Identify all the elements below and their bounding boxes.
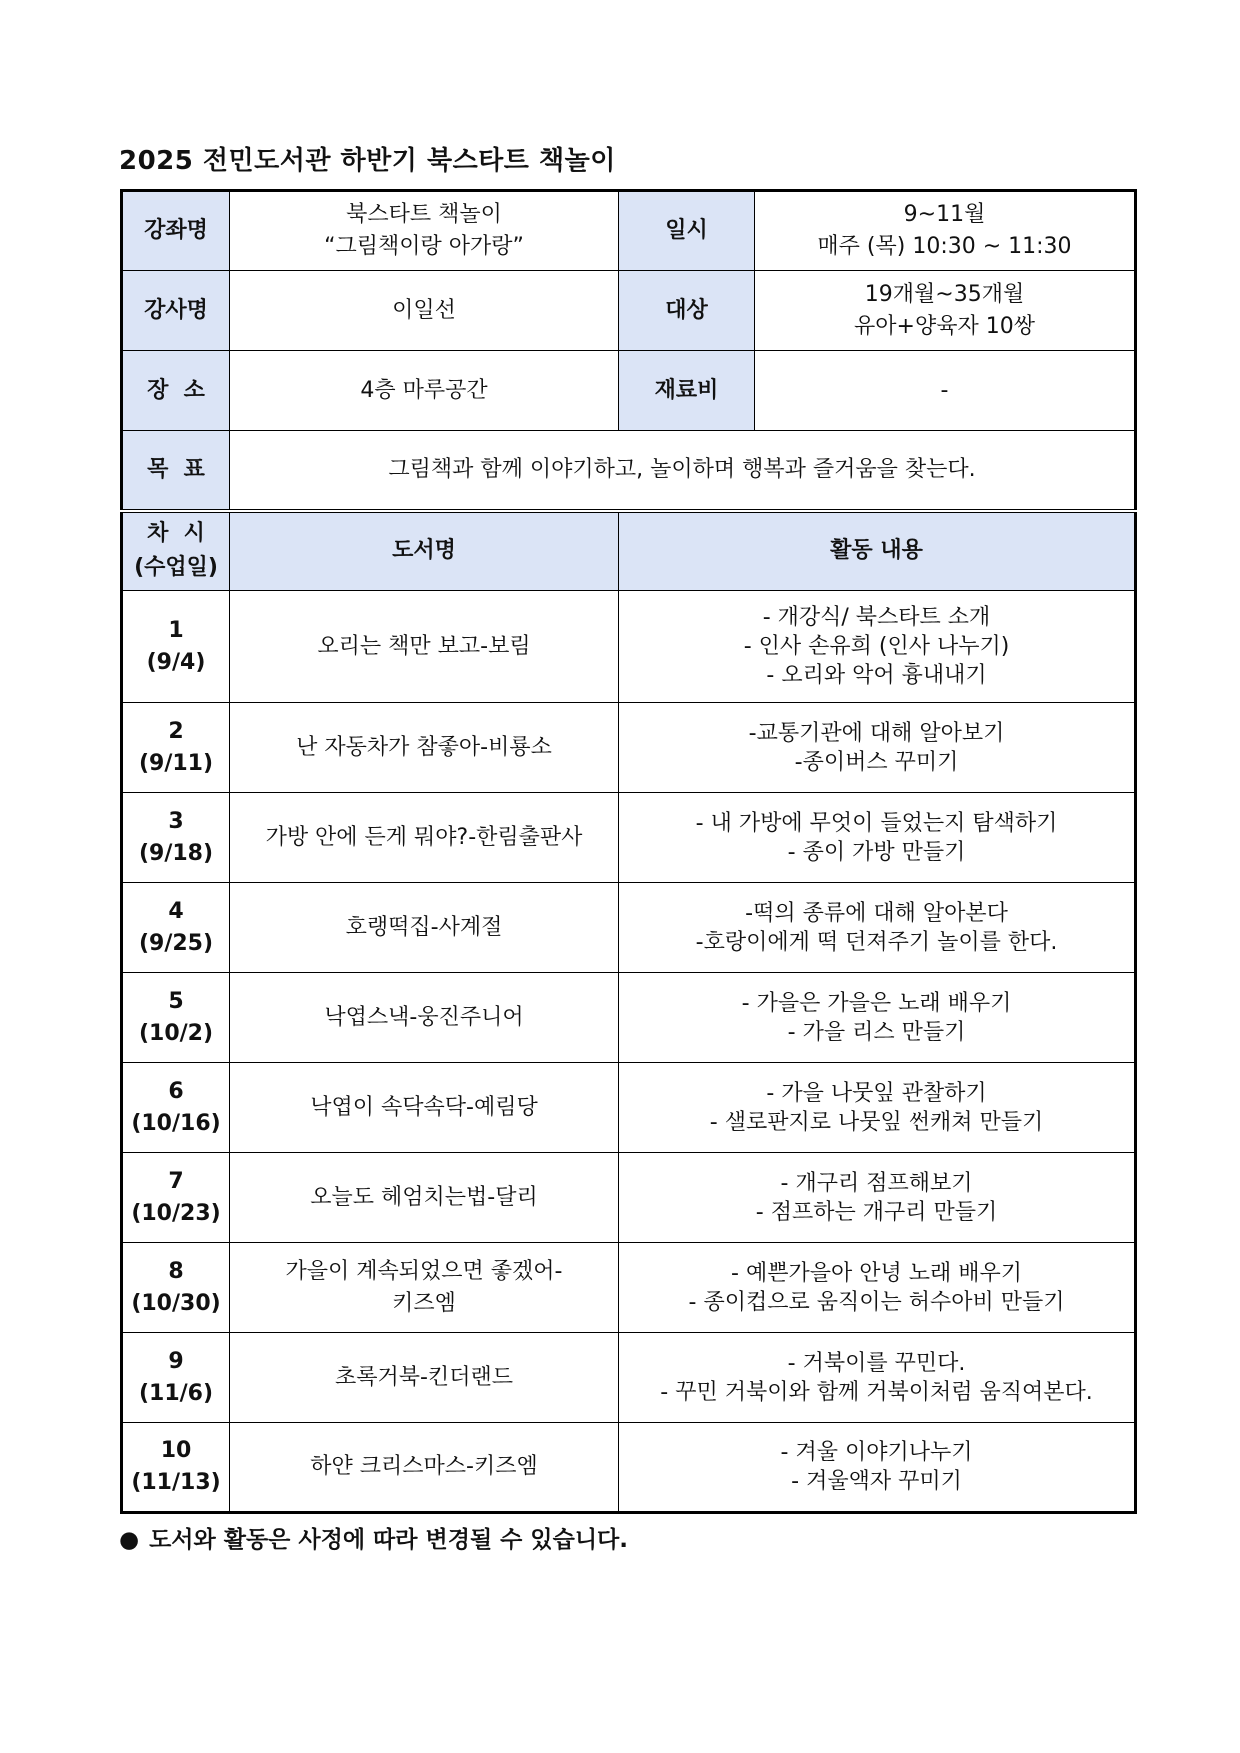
session-date: (10/23) [131, 1200, 221, 1226]
fee-label: 재료비 [619, 351, 755, 431]
goal-row [122, 431, 1136, 511]
session-cell [122, 703, 230, 793]
session-number: 4 [168, 898, 184, 924]
session-row [122, 1333, 1136, 1423]
session-row [122, 1153, 1136, 1243]
session-cell [122, 793, 230, 883]
activity-cell [619, 1063, 1136, 1153]
course-name-line2: “그림책이랑 아가랑” [324, 234, 524, 259]
course-name-line1: 북스타트 책놀이 [346, 202, 502, 227]
book-header: 도서명 [230, 511, 619, 591]
activity-cell [619, 973, 1136, 1063]
instructor-name: 이일선 [230, 271, 619, 351]
activity-item: - 거북이를 꾸민다. [787, 1350, 966, 1376]
book-title-cell [230, 1063, 619, 1153]
bullet-icon: ● [119, 1527, 140, 1553]
activity-item: - 오리와 악어 흉내내기 [766, 663, 987, 688]
session-header-line2: (수업일) [134, 555, 218, 581]
change-notice [119, 1521, 628, 1554]
session-number: 2 [168, 718, 184, 744]
session-date: (9/18) [138, 840, 214, 866]
book-title-cell [230, 883, 619, 973]
activity-item: - 겨울 이야기나누기 [780, 1440, 973, 1465]
session-date: (11/13) [131, 1470, 221, 1495]
book-title: 낙엽스낵-웅진주니어 [324, 1004, 524, 1030]
activity-item: - 점프하는 개구리 만들기 [755, 1199, 998, 1225]
target-label: 대상 [619, 271, 755, 351]
book-title: 초록거북-킨더랜드 [335, 1364, 513, 1390]
book-title: 하얀 크리스마스-키즈엠 [310, 1454, 538, 1479]
activity-cell [619, 703, 1136, 793]
book-title: 오리는 책만 보고-보림 [317, 633, 531, 659]
book-title-cell [230, 793, 619, 883]
session-number: 5 [168, 988, 184, 1014]
instructor-label: 강사명 [122, 271, 230, 351]
schedule-header-row [122, 511, 1136, 591]
book-title: 가방 안에 든게 뭐야?-한림출판사 [265, 824, 583, 850]
book-title: 호랭떡집-사계절 [345, 914, 503, 940]
activity-item: -교통기관에 대해 알아보기 [748, 720, 1005, 746]
book-title: 오늘도 헤엄치는법-달리 [310, 1184, 538, 1210]
activity-item: - 가을 리스 만들기 [787, 1019, 966, 1045]
activity-item: - 종이 가방 만들기 [787, 839, 966, 865]
place-value: 4층 마루공간 [230, 351, 619, 431]
session-number: 10 [160, 1438, 192, 1463]
activity-item: - 내 가방에 무엇이 들었는지 탐색하기 [695, 810, 1058, 836]
activity-cell [619, 883, 1136, 973]
session-number: 8 [168, 1258, 184, 1284]
book-title-cell [230, 1423, 619, 1513]
session-date: (10/2) [138, 1020, 214, 1046]
activity-cell [619, 1153, 1136, 1243]
session-header-line1: 차 시 [147, 521, 205, 547]
session-row [122, 1063, 1136, 1153]
fee-value: - [755, 351, 1136, 431]
program-table [120, 189, 1137, 1514]
session-row [122, 883, 1136, 973]
book-title-cell [230, 973, 619, 1063]
activity-item: - 개구리 점프해보기 [780, 1170, 973, 1196]
activity-item: - 겨울액자 꾸미기 [791, 1469, 962, 1494]
book-title-cell [230, 1243, 619, 1333]
goal-value: 그림책과 함께 이야기하고, 놀이하며 행복과 즐거움을 찾는다. [230, 431, 1136, 511]
book-title: 키즈엠 [392, 1290, 456, 1316]
activity-item: - 꾸민 거북이와 함께 거북이처럼 움직여본다. [660, 1379, 1093, 1405]
book-title-cell [230, 591, 619, 703]
date-line2: 매주 (목) 10:30 ~ 11:30 [817, 234, 1072, 259]
session-cell [122, 1153, 230, 1243]
activity-cell [619, 1423, 1136, 1513]
target-line1: 19개월~35개월 [864, 281, 1025, 307]
course-name [230, 191, 619, 271]
session-cell [122, 591, 230, 703]
date-value [755, 191, 1136, 271]
activity-cell [619, 591, 1136, 703]
session-cell [122, 1423, 230, 1513]
session-row [122, 703, 1136, 793]
activity-cell [619, 1333, 1136, 1423]
session-number: 3 [168, 808, 184, 834]
book-title: 낙엽이 속닥속닥-예림당 [310, 1094, 538, 1120]
activity-item: -호랑이에게 떡 던져주기 놀이를 한다. [695, 929, 1058, 955]
change-notice-text: 도서와 활동은 사정에 따라 변경될 수 있습니다. [149, 1527, 629, 1553]
activity-cell [619, 793, 1136, 883]
date-label: 일시 [619, 191, 755, 271]
session-cell [122, 1333, 230, 1423]
book-title-cell [230, 1333, 619, 1423]
session-date: (9/25) [138, 930, 214, 956]
activity-item: - 인사 손유희 (인사 나누기) [743, 634, 1010, 659]
activity-item: - 가을은 가을은 노래 배우기 [741, 990, 1012, 1016]
document-title: 2025 전민도서관 하반기 북스타트 책놀이 [119, 146, 616, 176]
session-date: (9/4) [146, 649, 206, 675]
session-date: (10/16) [131, 1110, 221, 1136]
session-row [122, 1423, 1136, 1513]
session-date: (11/6) [138, 1380, 214, 1406]
session-cell [122, 1063, 230, 1153]
session-row [122, 591, 1136, 703]
course-label: 강좌명 [122, 191, 230, 271]
activity-item: - 가을 나뭇잎 관찰하기 [766, 1080, 987, 1106]
activity-item: -종이버스 꾸미기 [794, 749, 959, 775]
session-cell [122, 1243, 230, 1333]
activity-item: -떡의 종류에 대해 알아본다 [745, 900, 1008, 926]
book-title-cell [230, 1153, 619, 1243]
session-row [122, 793, 1136, 883]
session-header [122, 511, 230, 591]
book-title-cell [230, 703, 619, 793]
activity-cell [619, 1243, 1136, 1333]
activity-item: - 종이컵으로 움직이는 허수아비 만들기 [688, 1289, 1065, 1315]
instructor-row [122, 271, 1136, 351]
session-row [122, 1243, 1136, 1333]
activity-header: 활동 내용 [619, 511, 1136, 591]
session-row [122, 973, 1136, 1063]
activity-item: - 샐로판지로 나뭇잎 썬캐쳐 만들기 [709, 1109, 1044, 1135]
session-cell [122, 973, 230, 1063]
target-value [755, 271, 1136, 351]
book-title: 난 자동차가 참좋아-비룡소 [296, 734, 552, 760]
goal-label: 목 표 [122, 431, 230, 511]
session-date: (10/30) [131, 1290, 221, 1316]
session-cell [122, 883, 230, 973]
course-row [122, 191, 1136, 271]
session-number: 9 [168, 1348, 184, 1374]
book-title: 가을이 계속되었으면 좋겠어- [285, 1258, 563, 1284]
place-row [122, 351, 1136, 431]
target-line2: 유아+양육자 10쌍 [854, 313, 1035, 339]
session-number: 6 [168, 1078, 184, 1104]
activity-item: - 개강식/ 북스타트 소개 [762, 605, 991, 630]
date-line1: 9~11월 [903, 202, 986, 227]
place-label: 장 소 [122, 351, 230, 431]
session-number: 1 [168, 617, 184, 643]
session-date: (9/11) [138, 750, 214, 776]
session-number: 7 [168, 1168, 184, 1194]
activity-item: - 예쁜가을아 안녕 노래 배우기 [731, 1260, 1022, 1286]
